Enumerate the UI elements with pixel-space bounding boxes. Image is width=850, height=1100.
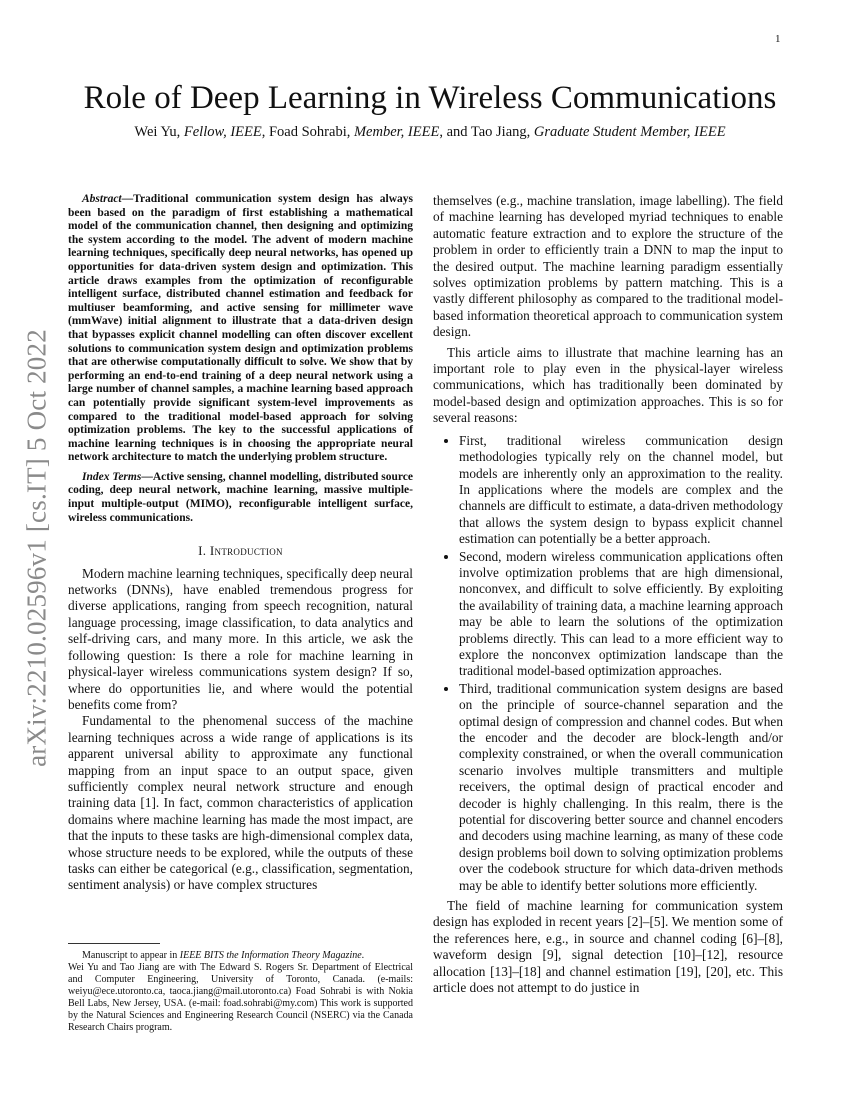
list-item: • Third, traditional communication system designs are based on the principle of source-channel separation and the optimal design of compression and channel codes. But when the encoder and the decoder are block-length and/or complexity constrained, or when the overall communication scenario involves multiple transmitters and multiple receivers, the optimal design of practical encoder and decoder is highly challenging. In this realm, there is the potential for discovering better source and channel encoders and decoders using machine learning, as many of these code design problems boil down to solving optimization problems over the codebook structure for which data-driven methods may be able to identify better solutions more efficiently. [459,681,783,894]
reasons-list [433,433,783,894]
paragraph: Modern machine learning techniques, specifically deep neural networks (DNNs), have enabled tremendous progress for diverse applications, ranging from speech recognition, natural language processing, image classification, to data analytics and self-driving cars, and many more. In this article, we ask the following question: Is there a role for machine learning in physical-layer wireless communications system design? If so, where do opportunities lie, and where would the potential benefits come from? [68,565,413,712]
index-terms-label: Index Terms [82,470,142,483]
paragraph: Fundamental to the phenomenal success of the machine learning techniques across a wide range of applications is its apparent universal ability to approximate any functional mapping from an input space to an output space, given sufficiently complex neural network structure and enough training data [1]. In fact, common characteristics of application domains where machine learning has made the most impact, are that the inputs to these tasks are high-dimensional complex data, whose structure needs to be explored, while the outputs of these tasks can either be categorical (e.g., classification, segmentation, sentiment analysis) or have complex structures [68,713,413,893]
paragraph: This article aims to illustrate that machine learning has an important role to play even in the physical-layer wireless communications, which has traditionally been dominated by model-based design and optimization approaches. This is so for several reasons: [433,344,783,426]
arxiv-stamp-text: arXiv:2210.02596v1 [cs.IT] 5 Oct 2022 [21,329,52,767]
footnote [68,950,413,1034]
author-2-role: Member, IEEE [353,124,440,140]
section-heading [68,543,413,559]
author-line [50,124,810,141]
author-3-role: Graduate Student Member, IEEE [533,124,726,140]
footnote-venue: IEEE BITS the Information Theory Magazine [179,950,362,961]
footnote-text: Manuscript to appear in [82,950,180,961]
footnote-line-1 [68,950,413,962]
arxiv-stamp [22,318,52,778]
footnote-body: Wei Yu and Tao Jiang are with The Edward S. Rogers Sr. Department of Electrical and Computer Engineering, University of Toronto, Canada. (e-mails: weiyu@ece.utoronto.ca, taoca.jiang@mail.utoronto.ca) Foad Sohrabi is with Nokia Bell Labs, New Jersey, USA. (e-mail: foad.sohrabi@my.com) This work is supported by the Natural Sciences and Engineering Research Council (NSERC) via the Canada Research Chairs program. [68,962,413,1033]
footnote-rule [68,943,160,944]
author-1: Wei Yu, [134,124,181,140]
section-title: Introduction [209,543,283,559]
abstract-label: Abstract [82,193,122,205]
abstract-text: —Traditional communication system design has always been based on the paradigm of first establishing a mathematical model of the communication channel, then designing and optimizing the system according to the model. The advent of modern machine learning techniques, specifically deep neural networks, has opened up opportunities for data-driven system design and optimization. This article draws examples from the optimization of reconfigurable intelligent surface, distributed channel estimation and feedback for multiuser beamforming, and active sensing for millimeter wave (mmWave) initial alignment to illustrate that a data-driven design that bypasses explicit channel modelling can often discover excellent solutions to communication system design and optimization problems that are otherwise computationally difficult to solve. We show that by performing an end-to-end training of a deep neural network using a large number of channel samples, a machine learning based approach can potentially provide significant system-level improvements as compared to the traditional model-based approach for solving optimization problems. The key to the successful applications of machine learning techniques is in choosing the appropriate neural network architecture to match the underlying problem structure. [68,193,413,464]
index-terms-text: —Active sensing, channel modelling, distributed source coding, deep neural network, machine learning, massive multiple-input multiple-output (MIMO), reconfigurable intelligent surface, wireless communications. [68,470,413,524]
left-column [68,193,413,894]
list-item: • Second, modern wireless communication applications often involve optimization problems that are high dimensional, nonconvex, and difficult to solve efficiently. By exploiting the availability of training data, a machine learning approach may be able to learn the solutions of the optimization problems directly. This can lead to a more efficient way to explore the nonconvex optimization landscape than the traditional model-based optimization approaches. [459,549,783,680]
abstract [68,193,413,465]
paragraph: The field of machine learning for communication system design has exploded in recent years [2]–[5]. We mention some of the references here, e.g., in source and channel coding [6]–[8], waveform design [9], signal detection [10]–[12], resource allocation [13]–[18] and channel estimation [19], [20], etc. This article does not attempt to do justice in [433,898,783,996]
index-terms [68,471,413,525]
list-item: • First, traditional wireless communication design methodologies typically rely on the channel model, but models are inherently only an approximation to the reality. In applications where the models are complex and the channels are difficult to estimate, a data-driven methodology that allows the system design to bypass explicit channel estimation can potentially be a better approach. [459,433,783,548]
paragraph: themselves (e.g., machine translation, image labelling). The field of machine learning has developed myriad techniques to enable automatic feature extraction and to explore the structure of the problem in order to efficiently train a DNN to map the input to the desired output. The machine learning paradigm essentially solves optimization problems by pattern matching. This is a vastly different philosophy as compared to the traditional model-based information theoretical approach to communication system design. [433,193,783,340]
section-number: I. [198,543,207,559]
footnote-text: . [361,950,365,961]
page-number: 1 [775,33,781,45]
paper-title: Role of Deep Learning in Wireless Communications [83,80,777,116]
author-sep-1: , Foad Sohrabi, [261,124,351,140]
author-1-role: Fellow, IEEE [183,124,262,140]
right-column [433,193,783,997]
author-sep-2: , and Tao Jiang, [439,124,531,140]
